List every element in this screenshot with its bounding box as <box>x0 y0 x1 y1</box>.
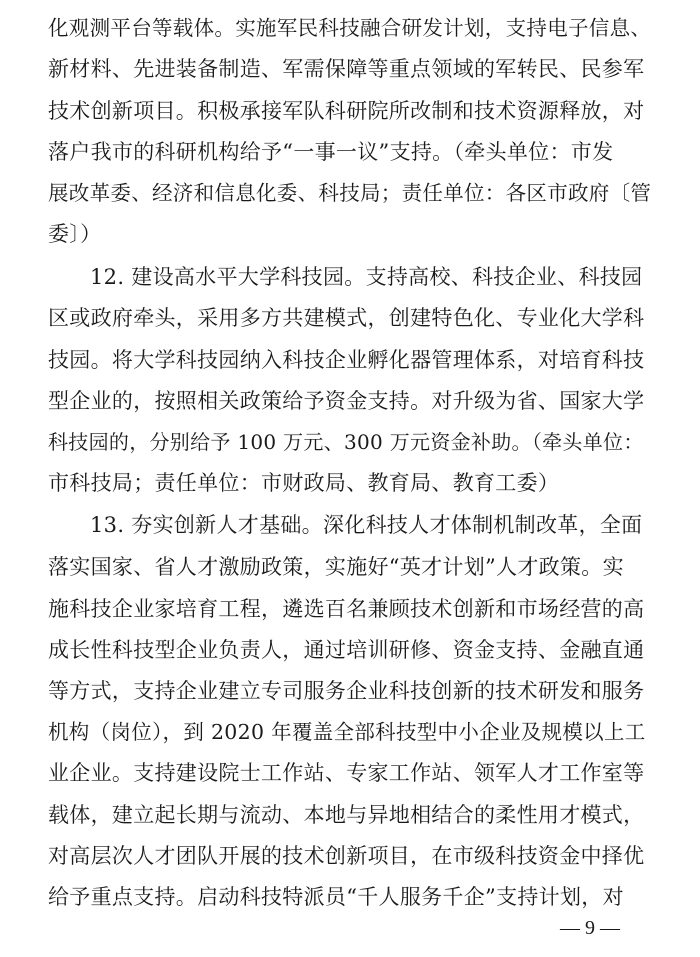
text-line: 技术创新项目。积极承接军队科研院所改制和技术资源释放，对 <box>48 99 645 123</box>
text-line: 化观测平台等载体。实施军民科技融合研发计划，支持电子信息、 <box>48 16 652 40</box>
text-line: 业企业。支持建设院士工作站、专家工作站、领军人才工作室等 <box>48 761 645 785</box>
text-line: 等方式，支持企业建立专司服务企业科技创新的技术研发和服务 <box>48 679 645 703</box>
text-line: 给予重点支持。启动科技特派员“千人服务千企”支持计划，对 <box>48 885 624 909</box>
text-line: 落户我市的科研机构给予“一事一议”支持。（牵头单位：市发 <box>48 140 614 164</box>
text-line: 技园。将大学科技园纳入科技企业孵化器管理体系，对培育科技 <box>48 348 645 372</box>
text-line: 型企业的，按照相关政策给予资金支持。对升级为省、国家大学 <box>48 389 645 413</box>
text-line: 成长性科技型企业负责人，通过培训研修、资金支持、金融直通 <box>48 638 645 662</box>
text-line: 机构（岗位），到 2020 年覆盖全部科技型中小企业及规模以上工 <box>48 720 646 744</box>
text-line: 市科技局；责任单位：市财政局、教育局、教育工委） <box>48 471 560 495</box>
text-line: 载体，建立起长期与流动、本地与异地相结合的柔性用才模式， <box>48 803 645 827</box>
paragraph-heading-line: 12. 建设高水平大学科技园。支持高校、科技企业、科技园 <box>90 265 643 289</box>
text-line: 对高层次人才团队开展的技术创新项目，在市级科技资金中择优 <box>48 844 645 868</box>
text-line: 展改革委、经济和信息化委、科技局；责任单位：各区市政府〔管 <box>48 181 652 205</box>
paragraph-heading-line: 13. 夯实创新人才基础。深化科技人才体制机制改革，全面 <box>90 513 643 537</box>
text-line: 委〕） <box>48 222 102 246</box>
text-line: 落实国家、省人才激励政策，实施好“英才计划”人才政策。实 <box>48 555 624 579</box>
page-number: — 9 — <box>560 917 620 939</box>
text-line: 施科技企业家培育工程，遴选百名兼顾技术创新和市场经营的高 <box>48 597 645 621</box>
text-line: 新材料、先进装备制造、军需保障等重点领域的军转民、民参军 <box>48 57 645 81</box>
text-line: 区或政府牵头，采用多方共建模式，创建特色化、专业化大学科 <box>48 306 645 330</box>
text-line: 科技园的，分别给予 100 万元、300 万元资金补助。（牵头单位： <box>48 430 644 454</box>
